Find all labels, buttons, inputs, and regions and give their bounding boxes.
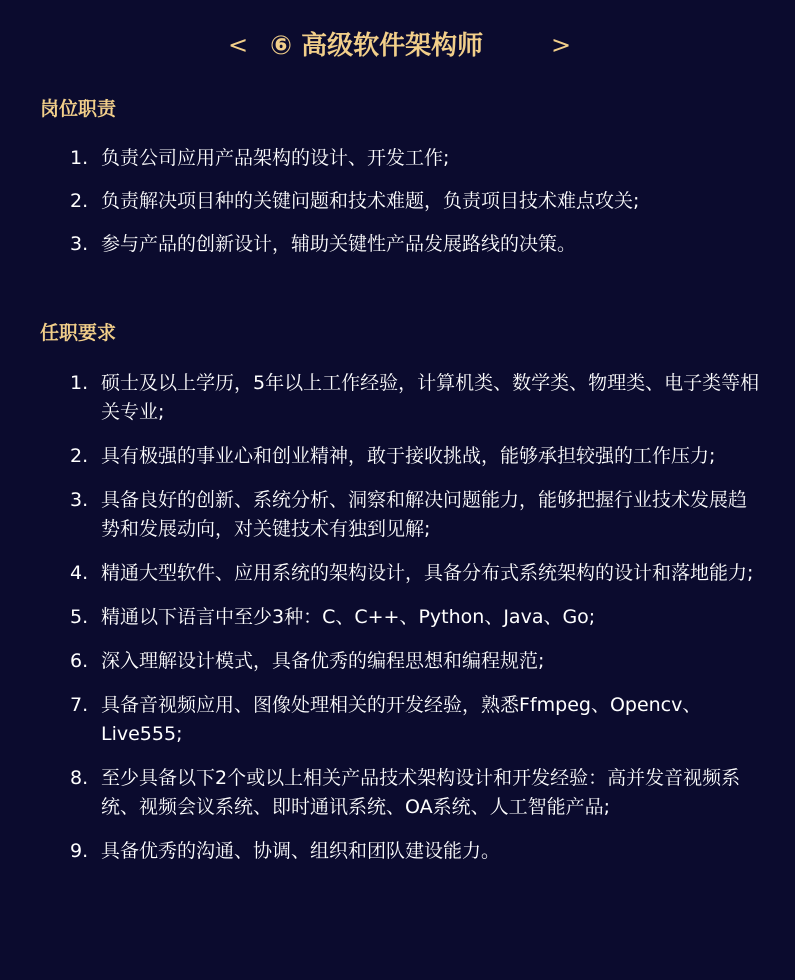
requirements-heading: 任职要求: [40, 322, 117, 344]
item-text: 具备音视频应用、图像处理相关的开发经验，熟悉Ffmpeg、Opencv、Live555;: [101, 694, 702, 745]
item-text: 具有极强的事业心和创业精神，敢于接收挑战，能够承担较强的工作压力;: [101, 445, 716, 467]
item-text: 精通以下语言中至少3种：C、C++、Python、Java、Go;: [101, 606, 596, 628]
requirements-list: [70, 369, 760, 881]
list-item: [70, 369, 760, 427]
item-number: 1.: [70, 372, 89, 394]
list-item: [70, 647, 760, 676]
item-number: 3.: [70, 233, 89, 255]
item-number: 8.: [70, 767, 89, 789]
responsibilities-heading: 岗位职责: [40, 98, 117, 120]
next-arrow-button[interactable]: >: [551, 31, 572, 59]
item-number: 1.: [70, 147, 89, 169]
item-number: 3.: [70, 489, 89, 511]
item-number: 9.: [70, 840, 89, 862]
item-number: 2.: [70, 445, 89, 467]
responsibilities-list: [70, 144, 760, 273]
item-number: 7.: [70, 694, 89, 716]
item-number: 2.: [70, 190, 89, 212]
list-item: [70, 144, 760, 173]
item-text: 具备优秀的沟通、协调、组织和团队建设能力。: [101, 840, 501, 862]
page-title: ⑥ 高级软件架构师: [270, 31, 484, 61]
item-text: 负责解决项目种的关键问题和技术难题，负责项目技术难点攻关;: [101, 190, 640, 212]
list-item: [70, 691, 760, 749]
item-text: 精通大型软件、应用系统的架构设计，具备分布式系统架构的设计和落地能力;: [101, 562, 754, 584]
list-item: [70, 187, 760, 216]
page-header: [0, 26, 795, 66]
item-text: 参与产品的创新设计，辅助关键性产品发展路线的决策。: [101, 233, 577, 255]
list-item: [70, 837, 760, 866]
item-text: 具备良好的创新、系统分析、洞察和解决问题能力，能够把握行业技术发展趋势和发展动向，对关键技术有独到见解;: [101, 489, 748, 540]
item-text: 至少具备以下2个或以上相关产品技术架构设计和开发经验：高并发音视频系统、视频会议系统、即时通讯系统、OA系统、人工智能产品;: [101, 767, 741, 818]
list-item: [70, 442, 760, 471]
list-item: [70, 764, 760, 822]
prev-arrow-button[interactable]: <: [228, 31, 249, 59]
item-number: 5.: [70, 606, 89, 628]
item-number: 4.: [70, 562, 89, 584]
list-item: [70, 230, 760, 259]
list-item: [70, 486, 760, 544]
list-item: [70, 559, 760, 588]
list-item: [70, 603, 760, 632]
item-text: 深入理解设计模式，具备优秀的编程思想和编程规范;: [101, 650, 545, 672]
item-text: 硕士及以上学历，5年以上工作经验，计算机类、数学类、物理类、电子类等相关专业;: [101, 372, 760, 423]
item-text: 负责公司应用产品架构的设计、开发工作;: [101, 147, 450, 169]
item-number: 6.: [70, 650, 89, 672]
